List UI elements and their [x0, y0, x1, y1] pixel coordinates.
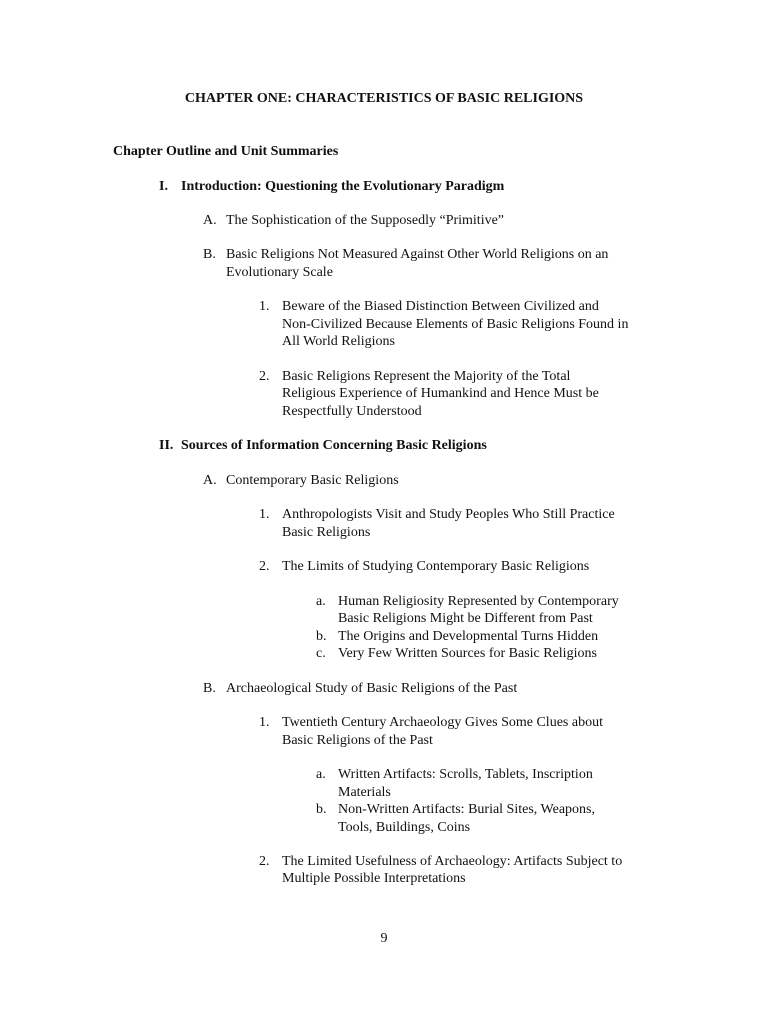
page-number: 9	[380, 931, 388, 946]
outline-item-text: The Origins and Developmental Turns Hidden	[338, 629, 599, 644]
outline-item-text: Evolutionary Scale	[226, 265, 333, 280]
outline-item-text: Written Artifacts: Scrolls, Tablets, Inscription	[338, 767, 593, 782]
outline-item-text: Very Few Written Sources for Basic Religions	[338, 646, 597, 661]
outline-item-text: Non-Civilized Because Elements of Basic Religions Found in	[282, 317, 629, 332]
outline-sub-letter-marker: c.	[316, 646, 326, 661]
outline-letter-marker: B.	[203, 681, 216, 696]
outline-sub-letter-marker: a.	[316, 767, 326, 782]
outline-letter-marker: A.	[203, 213, 217, 228]
outline-sub-letter-marker: a.	[316, 594, 326, 609]
outline-item-text: Basic Religions Not Measured Against Other World Religions on an	[226, 247, 609, 262]
outline-item-text: Beware of the Biased Distinction Between Civilized and	[282, 299, 599, 314]
outline-letter-marker: A.	[203, 473, 217, 488]
outline-item-text: The Limits of Studying Contemporary Basic Religions	[282, 559, 590, 574]
outline-number-marker: 2.	[259, 369, 270, 384]
outline-item-text: Basic Religions Might be Different from Past	[338, 611, 593, 626]
outline-number-marker: 2.	[259, 559, 270, 574]
outline-item-text: Basic Religions Represent the Majority of the Total	[282, 369, 571, 384]
outline-item-text: Non-Written Artifacts: Burial Sites, Weapons,	[338, 802, 596, 817]
outline-number-marker: 1.	[259, 507, 270, 522]
outline-roman-marker: I.	[159, 179, 168, 194]
section-heading: Chapter Outline and Unit Summaries	[113, 144, 339, 159]
outline-section-heading: Introduction: Questioning the Evolutionary Paradigm	[181, 179, 505, 194]
outline-item-text: Twentieth Century Archaeology Gives Some Clues about	[282, 715, 603, 730]
outline-number-marker: 1.	[259, 299, 270, 314]
outline-item-text: Human Religiosity Represented by Contemporary	[338, 594, 619, 609]
outline-item-text: Anthropologists Visit and Study Peoples Who Still Practice	[282, 507, 615, 522]
outline-item-text: Respectfully Understood	[282, 404, 422, 419]
outline-letter-marker: B.	[203, 247, 216, 262]
outline-item-text: All World Religions	[282, 334, 395, 349]
outline-section-heading: Sources of Information Concerning Basic Religions	[181, 438, 487, 453]
outline-item-text: The Sophistication of the Supposedly “Primitive”	[226, 213, 505, 228]
outline-item-text: Multiple Possible Interpretations	[282, 871, 466, 886]
outline-sub-letter-marker: b.	[316, 629, 327, 644]
outline-number-marker: 1.	[259, 715, 270, 730]
outline-item-text: Basic Religions	[282, 525, 371, 540]
outline-item-text: Archaeological Study of Basic Religions of the Past	[226, 681, 518, 696]
outline-item-text: Materials	[338, 785, 391, 800]
outline-item-text: Religious Experience of Humankind and Hence Must be	[282, 386, 599, 401]
outline-sub-letter-marker: b.	[316, 802, 327, 817]
outline-item-text: Basic Religions of the Past	[282, 733, 433, 748]
outline-item-text: The Limited Usefulness of Archaeology: Artifacts Subject to	[282, 854, 623, 869]
outline-item-text: Contemporary Basic Religions	[226, 473, 399, 488]
outline-item-text: Tools, Buildings, Coins	[338, 820, 471, 835]
chapter-title: CHAPTER ONE: CHARACTERISTICS OF BASIC RELIGIONS	[184, 91, 584, 106]
outline-roman-marker: II.	[159, 438, 174, 453]
outline-number-marker: 2.	[259, 854, 270, 869]
